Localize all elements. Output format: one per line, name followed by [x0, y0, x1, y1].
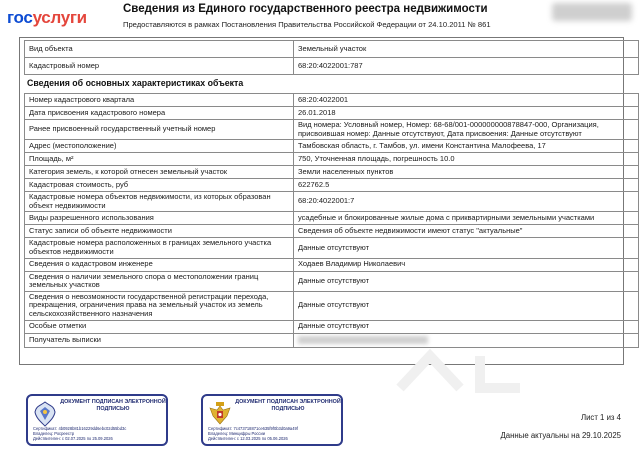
row-value: Тамбовская область, г. Тамбов, ул. имени Константина Малофеева, 17	[294, 140, 639, 153]
object-info-table	[24, 40, 639, 75]
row-value: Сведения об объекте недвижимости имеют статус "актуальные"	[294, 225, 639, 238]
table-row	[25, 291, 639, 320]
row-key: Кадастровая стоимость, руб	[25, 179, 294, 192]
row-key: Виды разрешенного использования	[25, 212, 294, 225]
characteristics-table	[24, 93, 639, 348]
row-key: Кадастровые номера расположенных в границах земельного участка объектов недвижимости	[25, 238, 294, 258]
row-key: Дата присвоения кадастрового номера	[25, 107, 294, 120]
rosreestr-emblem-icon	[32, 400, 58, 428]
row-key: Сведения о наличии земельного спора о местоположении границ земельных участков	[25, 271, 294, 291]
table-row	[25, 107, 639, 120]
stamp-certificate: Сертификат: 4b0928b81b16229dd6ebc02d55bd3c	[33, 426, 127, 431]
row-value: 68:20:4022001:7	[294, 192, 639, 212]
stamp-validity: Действителен: с 02.07.2025 по 25.09.2026	[33, 436, 113, 441]
table-row	[25, 41, 639, 58]
table-row	[25, 225, 639, 238]
row-key: Площадь, м²	[25, 153, 294, 166]
row-key: Кадастровые номера объектов недвижимости, из которых образован объект недвижимости	[25, 192, 294, 212]
row-value	[294, 333, 639, 347]
page-counter: Лист 1 из 4	[580, 413, 621, 422]
table-row	[25, 120, 639, 140]
row-value: 68:20:4022001	[294, 94, 639, 107]
stamp-owner: Владелец: Минцифры России	[208, 431, 266, 436]
row-key: Адрес (местоположение)	[25, 140, 294, 153]
table-row	[25, 140, 639, 153]
signature-stamp-mintsifry	[201, 394, 343, 446]
row-value: Земли населенных пунктов	[294, 166, 639, 179]
table-row	[25, 238, 639, 258]
redacted-code	[552, 3, 632, 21]
row-value: Данные отсутствуют	[294, 320, 639, 333]
document-title: Сведения из Единого государственного реестра недвижимости	[123, 3, 488, 15]
coat-of-arms-icon	[207, 400, 233, 428]
signature-stamp-rosreestr	[26, 394, 168, 446]
stamp-validity: Действителен: с 12.03.2025 по 05.06.2026	[208, 436, 288, 441]
table-row	[25, 320, 639, 333]
row-key: Сведения о невозможности государственной регистрации перехода, прекращения, ограничения права на земельный участок из земель сельскохозяйственного назначения	[25, 291, 294, 320]
redacted-recipient	[298, 336, 428, 344]
background-watermark	[390, 348, 550, 408]
table-row	[25, 271, 639, 291]
table-row	[25, 166, 639, 179]
row-value: Вид номера: Условный номер, Номер: 68-68/001-000000000878847-000, Организация, присвоившая номер: Данные отсутствуют, Дата присвоения: Данные отсутствуют	[294, 120, 639, 140]
section-title: Сведения об основных характеристиках объекта	[27, 78, 244, 88]
table-row	[25, 192, 639, 212]
stamp-heading: ДОКУМЕНТ ПОДПИСАН ЭЛЕКТРОННОЙ ПОДПИСЬЮ	[60, 399, 166, 412]
table-row	[25, 58, 639, 75]
stamp-owner: Владелец: Росреестр	[33, 431, 75, 436]
table-row	[25, 179, 639, 192]
data-actual-date: Данные актуальны на 29.10.2025	[500, 431, 621, 440]
stamp-heading: ДОКУМЕНТ ПОДПИСАН ЭЛЕКТРОННОЙ ПОДПИСЬЮ	[235, 399, 341, 412]
row-key: Особые отметки	[25, 320, 294, 333]
document-header	[0, 0, 640, 36]
row-value: усадебные и блокированные жилые дома с приквартирными земельными участками	[294, 212, 639, 225]
watermark-shape-icon	[390, 348, 550, 398]
table-row	[25, 94, 639, 107]
row-key: Кадастровый номер	[25, 58, 294, 75]
row-value: 622762.5	[294, 179, 639, 192]
row-key: Вид объекта	[25, 41, 294, 58]
table-row	[25, 153, 639, 166]
table-row	[25, 258, 639, 271]
row-value: Данные отсутствуют	[294, 291, 639, 320]
row-key: Ранее присвоенный государственный учетный номер	[25, 120, 294, 140]
table-row	[25, 333, 639, 347]
table-row	[25, 212, 639, 225]
row-value: 26.01.2018	[294, 107, 639, 120]
document-subtitle: Предоставляются в рамках Постановления Правительства Российской Федерации от 24.10.2011 № 861	[123, 20, 491, 29]
stamp-certificate: Сертификат: 7c473718871ce635f9f0b3d0a9a49f	[208, 426, 298, 431]
row-value: Земельный участок	[294, 41, 639, 58]
row-key: Номер кадастрового квартала	[25, 94, 294, 107]
row-value: 750, Уточненная площадь, погрешность 10.0	[294, 153, 639, 166]
row-value: Данные отсутствуют	[294, 238, 639, 258]
row-value: 68:20:4022001:787	[294, 58, 639, 75]
gosuslugi-logo[interactable]: госуслуги	[7, 8, 87, 27]
row-value: Данные отсутствуют	[294, 271, 639, 291]
row-key: Категория земель, к которой отнесен земельный участок	[25, 166, 294, 179]
row-key: Получатель выписки	[25, 333, 294, 347]
row-key: Статус записи об объекте недвижимости	[25, 225, 294, 238]
row-key: Сведения о кадастровом инженере	[25, 258, 294, 271]
row-value: Ходаев Владимир Николаевич	[294, 258, 639, 271]
